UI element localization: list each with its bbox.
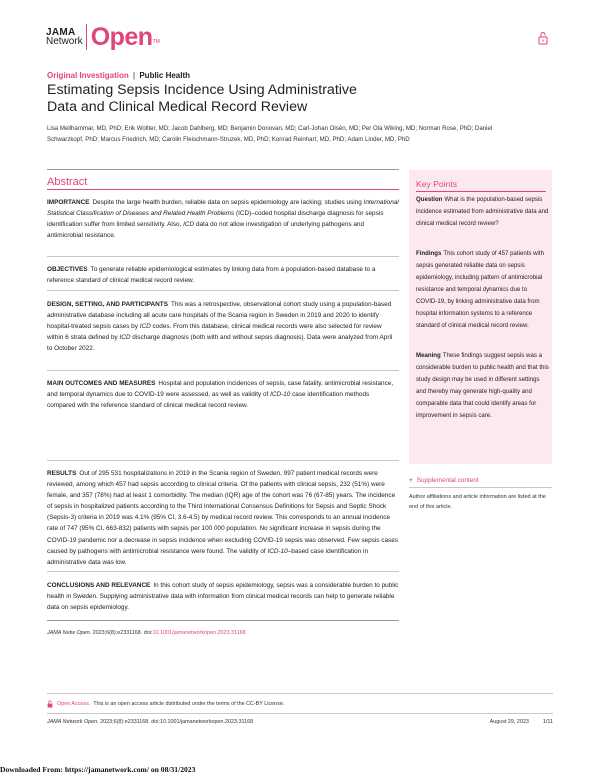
page-footer	[47, 719, 553, 725]
key-points-heading: Key Points	[416, 179, 458, 189]
supplemental-divider	[409, 487, 552, 488]
logo-trademark: TM	[152, 39, 160, 45]
section-divider	[47, 256, 399, 257]
conclusions-label: CONCLUSIONS AND RELEVANCE	[47, 582, 151, 589]
question-text: What is the population-based sepsis incidence estimated from administrative data and clinical medical record review?	[416, 196, 549, 227]
section-divider	[47, 571, 399, 572]
category-field[interactable]: Public Health	[139, 71, 191, 80]
abstract-conclusions	[47, 580, 399, 613]
objectives-label: OBJECTIVES	[47, 266, 88, 273]
importance-text-2: (ICD)–coded hospital discharge diagnosis for sepsis identification suffer from limited sensitivity. Also,	[47, 210, 384, 229]
citation-doi-link[interactable]: 10.1001/jamanetworkopen.2023.31168	[152, 630, 246, 636]
abstract-importance	[47, 197, 399, 241]
importance-icd-abbr: ICD	[183, 221, 195, 229]
logo-wordmark	[46, 28, 83, 46]
logo-divider	[86, 24, 87, 50]
article-category	[47, 71, 190, 80]
findings-label: Findings	[416, 250, 442, 257]
abstract-top-rule	[47, 169, 399, 170]
design-icd: ICD	[139, 323, 151, 331]
key-points-meaning	[416, 350, 549, 422]
jama-network-open-logo	[46, 22, 160, 52]
design-text-3: discharge diagnosis (both with and without sepsis diagnosis). Data were analyzed from April to October 2022.	[47, 334, 393, 353]
section-divider	[47, 370, 399, 371]
open-access-icon	[47, 700, 53, 708]
category-separator: |	[133, 71, 136, 80]
outcomes-text-2: case identification methods compared with the reference standard of clinical medical record review.	[47, 391, 370, 410]
question-label: Question	[416, 196, 443, 203]
supplemental-label: Supplemental content	[416, 477, 479, 484]
affiliations-note: Author affiliations and article information are listed at the end of this article.	[409, 494, 546, 510]
design-label: DESIGN, SETTING, AND PARTICIPANTS	[47, 301, 168, 308]
importance-icd-name: International Statistical Classification of Diseases and Related Health Problems	[47, 199, 399, 218]
importance-text: Despite the large health burden, reliable data on sepsis epidemiology are lacking; studies using	[92, 199, 364, 206]
footer-date: August 29, 2023	[489, 719, 529, 725]
abstract-objectives	[47, 264, 399, 286]
abstract-heading: Abstract	[47, 176, 88, 188]
open-access-label: Open Access.	[57, 701, 91, 707]
open-access-note	[47, 700, 284, 708]
citation-details: 2023;6(8):e2331168. doi:	[91, 630, 153, 636]
citation-journal: JAMA Netw Open.	[47, 630, 92, 636]
results-text-2: –based case identification in administrative data was low.	[47, 547, 369, 566]
key-points-question	[416, 194, 549, 230]
citation-line	[47, 630, 246, 636]
abstract-bottom-rule	[47, 620, 399, 621]
footer-journal: JAMA Network Open.	[47, 719, 99, 725]
supplemental-content-link[interactable]	[409, 477, 479, 484]
results-text: Out of 295 531 hospitalizations in 2019 in the Scania region of Sweden, 997 patient medical records were reviewed, among which 457 had sepsis according to clinical criteria. Of the patients with clinical sepsis, 232 (51%) were female, and 357 (78%) had at least 1 comorbidity. The median (IQR) age of the cohort was 76 (67-85) years. The incidence of sepsis in hospitalized patients according to the Third International Consensus Definitions for Sepsis and Septic Shock (Sepsis-3) criteria in 2019 was 4.1% (95% CI, 3.6-4.5) by medical record review. This corresponds to an annual incidence rate of 747 (95% CI, 663-832) patients with sepsis per 100 000 population. No significant increase in sepsis during the COVID-19 pandemic nor a decrease in sepsis incidence when excluding COVID-19 sepsis was observed. Few sepsis cases caused by pathogens with antimicrobial resistance were found. The validity of	[47, 470, 398, 555]
logo-open: Open	[90, 22, 153, 51]
open-access-text: This is an open access article distributed under the terms of the CC-BY License.	[93, 701, 285, 707]
open-access-rule	[47, 693, 553, 694]
design-text: This was a retrospective, observational cohort study using a population-based administrative database including all acute care hospitals of the Scania region in Sweden in 2019 and 2020 to identify hospital-treated sepsis cases by	[47, 301, 392, 331]
conclusions-text: In this cohort study of sepsis epidemiology, sepsis was a considerable burden to public health in Sweden. Supplying administrative data with information from clinical medical records can help to generate reliable data on sepsis epidemiology.	[47, 582, 399, 612]
abstract-outcomes	[47, 378, 399, 411]
category-type[interactable]: Original Investigation	[47, 71, 129, 80]
key-points-findings	[416, 248, 549, 332]
findings-text: This cohort study of 457 patients with sepsis generated reliable data on sepsis epidemiology, including pattern of antimicrobial resistance and temporal dynamics due to COVID-19, by linking administrative data from hospital information systems to a reference standard of clinical medical record review.	[416, 250, 544, 329]
author-list: Lisa Mellhammar, MD, PhD; Erik Wollter, MD; Jacob Dahlberg, MD; Benjamin Donovan, MD; Carl-Johan Olsén, MD; Per Ola Wiking, MD; Norman Rose, PhD; Daniel Schwarzkopf, PhD; Marcus Friedrich, MD; Carolin Fleischmann-Struzek, MD, PhD; Konrad Reinhart, MD, PhD; Adam Linder, MD, PhD	[47, 125, 493, 143]
footer-rule	[47, 713, 553, 714]
importance-label: IMPORTANCE	[47, 199, 90, 206]
objectives-text: To generate reliable epidemiological estimates by linking data from a population-based database to a reference standard of clinical medical record review.	[47, 266, 376, 285]
section-divider	[47, 460, 399, 461]
importance-text-3: data do not allow investigation of underlying pathogens and antimicrobial resistance.	[47, 221, 365, 240]
abstract-results	[47, 468, 399, 568]
plus-icon: +	[409, 477, 413, 484]
outcomes-text: Hospital and population incidences of sepsis, case fatality, antimicrobial resistance, and temporal dynamics due to COVID-19 were assessed, as well as validity of	[47, 380, 394, 399]
abstract-heading-rule	[47, 189, 399, 190]
results-label: RESULTS	[47, 470, 77, 477]
key-points-rule	[416, 191, 546, 192]
outcomes-label: MAIN OUTCOMES AND MEASURES	[47, 380, 156, 387]
footer-right	[490, 719, 553, 725]
results-icd10: ICD-10	[267, 547, 288, 555]
design-text-2: codes. From this database, clinical medical records were also selected for review within 6 strata defined by	[47, 323, 382, 342]
section-divider	[47, 290, 399, 291]
footer-page-number: 1/11	[542, 719, 553, 725]
abstract-design	[47, 299, 399, 354]
meaning-text: These findings suggest sepsis was a considerable burden to public health and that this study design may be used in different settings and thereby may generate high-quality and comparable data that could identify areas for improvement in sepsis care.	[416, 352, 549, 419]
logo-jama: JAMA	[46, 27, 76, 38]
open-access-lock-icon	[538, 31, 548, 45]
meaning-label: Meaning	[416, 352, 441, 359]
footer-details: 2023;6(8):e2331168. doi:10.1001/jamanetworkopen.2023.31168	[98, 719, 254, 725]
outcomes-icd10: ICD-10	[270, 391, 291, 399]
logo-network: Network	[46, 36, 83, 47]
article-title: Estimating Sepsis Incidence Using Administrative Data and Clinical Medical Record Review	[47, 82, 357, 115]
download-stamp: Downloaded From: https://jamanetwork.com/ on 08/31/2023	[0, 765, 196, 774]
design-icd-2: ICD	[119, 334, 131, 342]
